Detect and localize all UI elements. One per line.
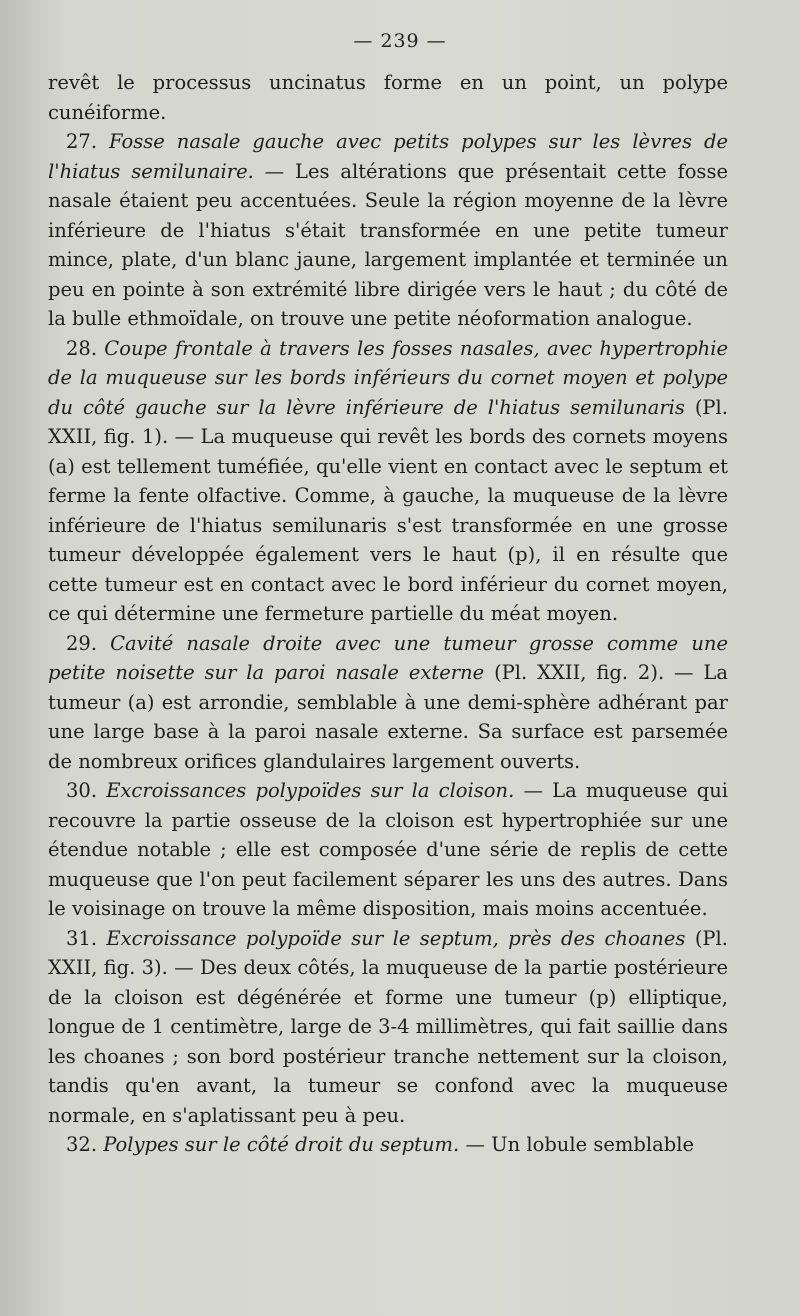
paragraph-body: — Les altérations que présentait cette fosse nasale étaient peu accentuées. Seule la région moyenne de la lèvre inférieure de l'hiatus s'était transformée en une petite tumeur mince, plate, d'un blanc jaune, largement implantée et terminée un peu en pointe à son extrémité libre dirigée vers le haut ; du côté de la bulle ethmoïdale, on trouve une petite néoformation analogue. bbox=[48, 159, 728, 330]
paragraph-number: 29. bbox=[66, 631, 98, 655]
plate-reference: (Pl. XXII, fig. 3). bbox=[48, 926, 728, 979]
paragraph-number: 27. bbox=[66, 130, 98, 153]
page-text bbox=[48, 68, 728, 1160]
paragraph-title: Coupe frontale à travers les fosses nasales, avec hypertrophie de la muqueuse sur les bords inférieurs du cornet moyen et polype du côté gauche sur la lèvre inférieure de l'hiatus semilunaris bbox=[48, 336, 728, 419]
plate-reference: (Pl. XXII, fig. 2). bbox=[494, 661, 665, 684]
paragraph-31 bbox=[48, 924, 728, 1131]
paragraph-title: Cavité nasale droite avec une tumeur grosse comme une petite noisette sur la paroi nasale externe bbox=[48, 631, 728, 684]
paragraph-body: — Un lobule semblable bbox=[465, 1133, 694, 1156]
paragraph-title: Excroissances polypoïdes sur la cloison. bbox=[106, 779, 515, 802]
paragraph-28 bbox=[48, 334, 728, 629]
paragraph-number: 30. bbox=[66, 779, 98, 802]
paragraph-continuation bbox=[48, 68, 728, 127]
paragraph-body: revêt le processus uncinatus forme en un point, un polype cunéiforme. bbox=[48, 71, 728, 124]
paragraph-title: Fosse nasale gauche avec petits polypes sur les lèvres de l'hiatus semilunaire. bbox=[48, 130, 729, 183]
paragraph-number: 28. bbox=[66, 336, 98, 360]
paragraph-29 bbox=[48, 629, 728, 777]
paragraph-32 bbox=[48, 1130, 728, 1160]
paragraph-body: — La tumeur (a) est arrondie, semblable à une demi-sphère adhérant par une large base à la paroi nasale externe. Sa surface est parsemée de nombreux orifices glandulaires largement ouverts. bbox=[48, 661, 729, 773]
paragraph-body: — La muqueuse qui revêt les bords des cornets moyens (a) est tellement tuméfiée, qu'elle vient en contact avec le septum et ferme la fente olfactive. Comme, à gauche, la muqueuse de la lèvre inférieure de l'hiatus semilunaris s'est transformée en une grosse tumeur développée également vers le haut (p), il en résulte que cette tumeur est en contact avec le bord inférieur du cornet moyen, ce qui détermine une fermeture partielle du méat moyen. bbox=[48, 425, 728, 625]
paragraph-title: Excroissance polypoïde sur le septum, près des choanes bbox=[106, 926, 686, 950]
page-number: — 239 — bbox=[353, 30, 447, 52]
paragraph-number: 32. bbox=[66, 1133, 98, 1156]
paragraph-body: — Des deux côtés, la muqueuse de la partie postérieure de la cloison est dégénérée et forme une tumeur (p) elliptique, longue de 1 centimètre, large de 3-4 millimètres, qui fait saillie dans les choanes ; son bord postérieur tranche nettement sur la cloison, tandis qu'en avant, la tumeur se confond avec la muqueuse normale, en s'aplatissant peu à peu. bbox=[48, 956, 728, 1127]
plate-reference: (Pl. XXII, fig. 1). bbox=[48, 395, 728, 448]
paragraph-title: Polypes sur le côté droit du septum. bbox=[103, 1133, 460, 1156]
paragraph-body: — La muqueuse qui recouvre la partie osseuse de la cloison est hypertrophiée sur une étendue notable ; elle est composée d'une série de replis de cette muqueuse que l'on peut facilement séparer les uns des autres. Dans le voisinage on trouve la même disposition, mais moins accentuée. bbox=[48, 779, 729, 920]
paragraph-30 bbox=[48, 776, 728, 924]
paragraph-27 bbox=[48, 127, 728, 334]
paragraph-number: 31. bbox=[66, 926, 98, 950]
